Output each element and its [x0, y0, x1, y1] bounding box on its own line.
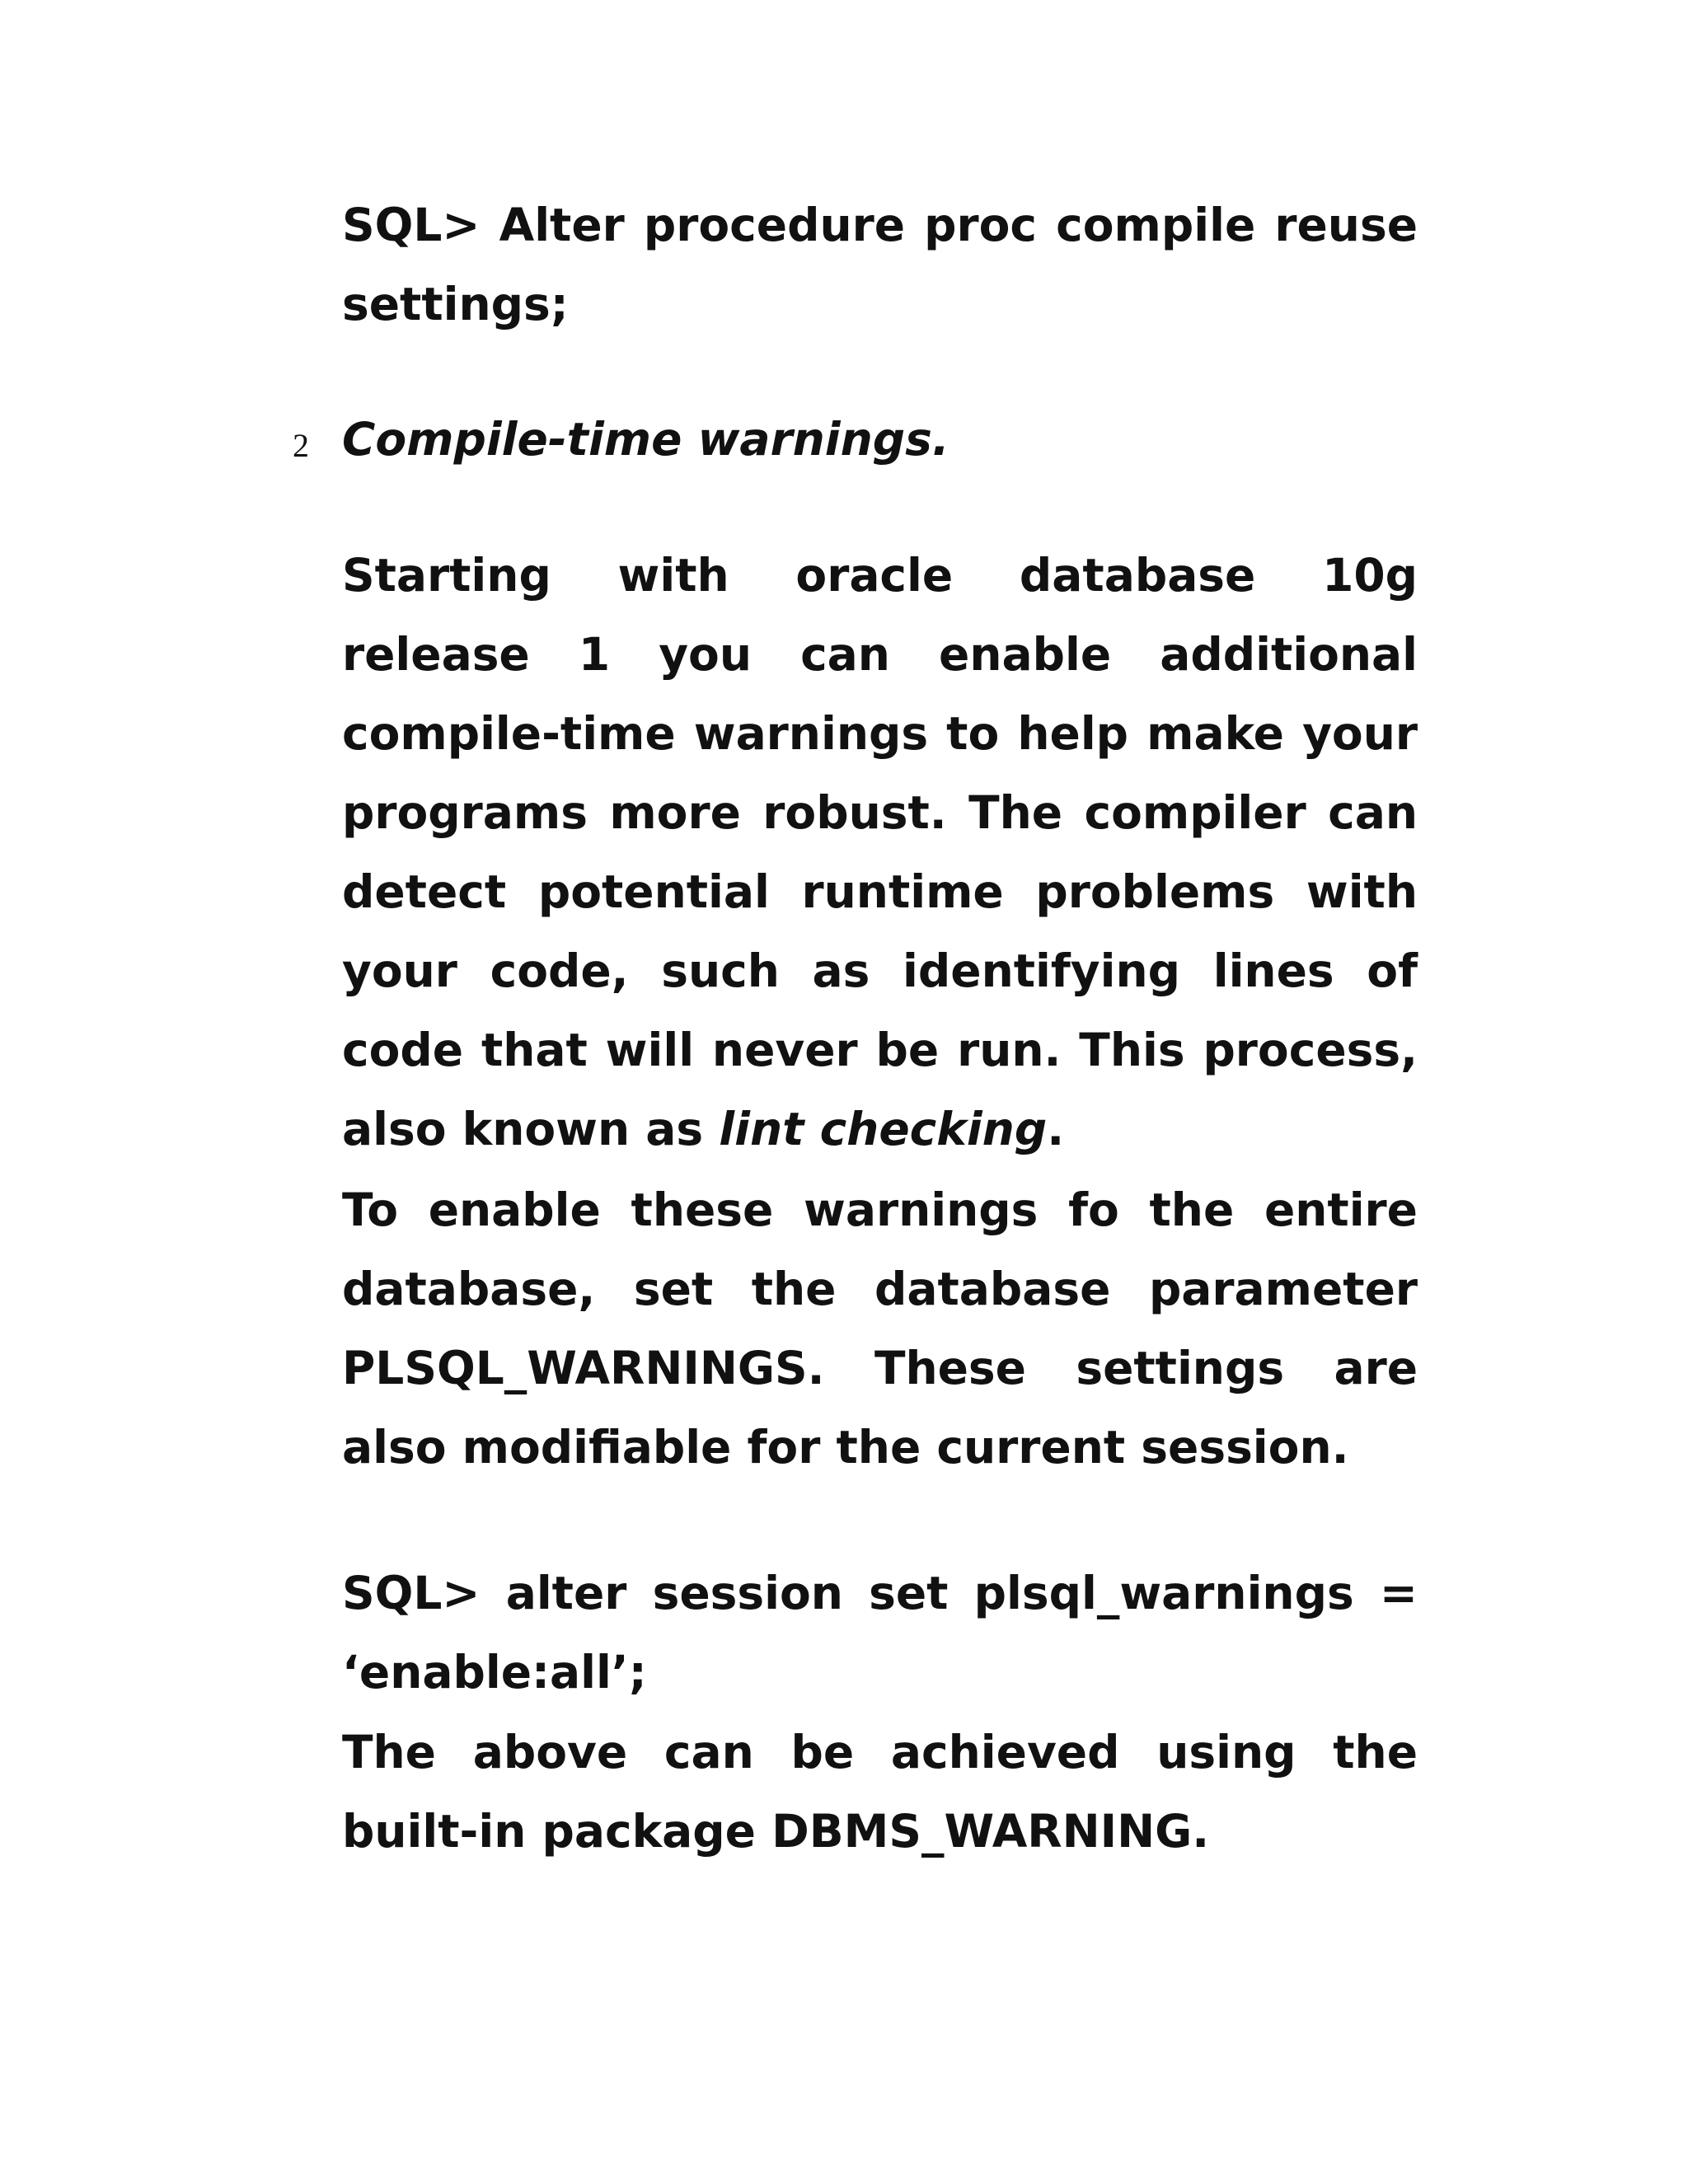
sql-command-2-line-1: SQL> alter session set plsql_warnings = — [342, 1567, 1418, 1619]
paragraph-lint-checking — [342, 536, 1418, 1169]
lint-checking-term: lint checking — [719, 1103, 1048, 1155]
sql-command-compile-reuse — [342, 185, 1418, 344]
paragraph-dbms-warning: The above can be achieved using the built-in package DBMS_WARNING. — [342, 1726, 1418, 1858]
sql-command-alter-session — [342, 1554, 1418, 1712]
section-heading: Compile-time warnings. — [342, 413, 950, 466]
section-number: 2 — [293, 427, 309, 464]
sql-command-line-2: settings; — [342, 278, 569, 330]
paragraph-lint-text: Starting with oracle database 10g release 1 you can enable additional compile-time warnings to help make your programs more robust. The compiler can detect potential runtime problems with your code, such as identifying lines of code that will never be run. This process, also known as — [342, 549, 1418, 1155]
paragraph-plsql-warnings: To enable these warnings fo the entire database, set the database parameter PLSQL_WARNINGS. These settings are also modifiable for the current session. — [342, 1183, 1418, 1474]
paragraph-lint-end: . — [1047, 1103, 1065, 1155]
sql-command-line-1: SQL> Alter procedure proc compile reuse — [342, 199, 1418, 251]
sql-command-2-line-2: ‘enable:all’; — [342, 1646, 647, 1699]
